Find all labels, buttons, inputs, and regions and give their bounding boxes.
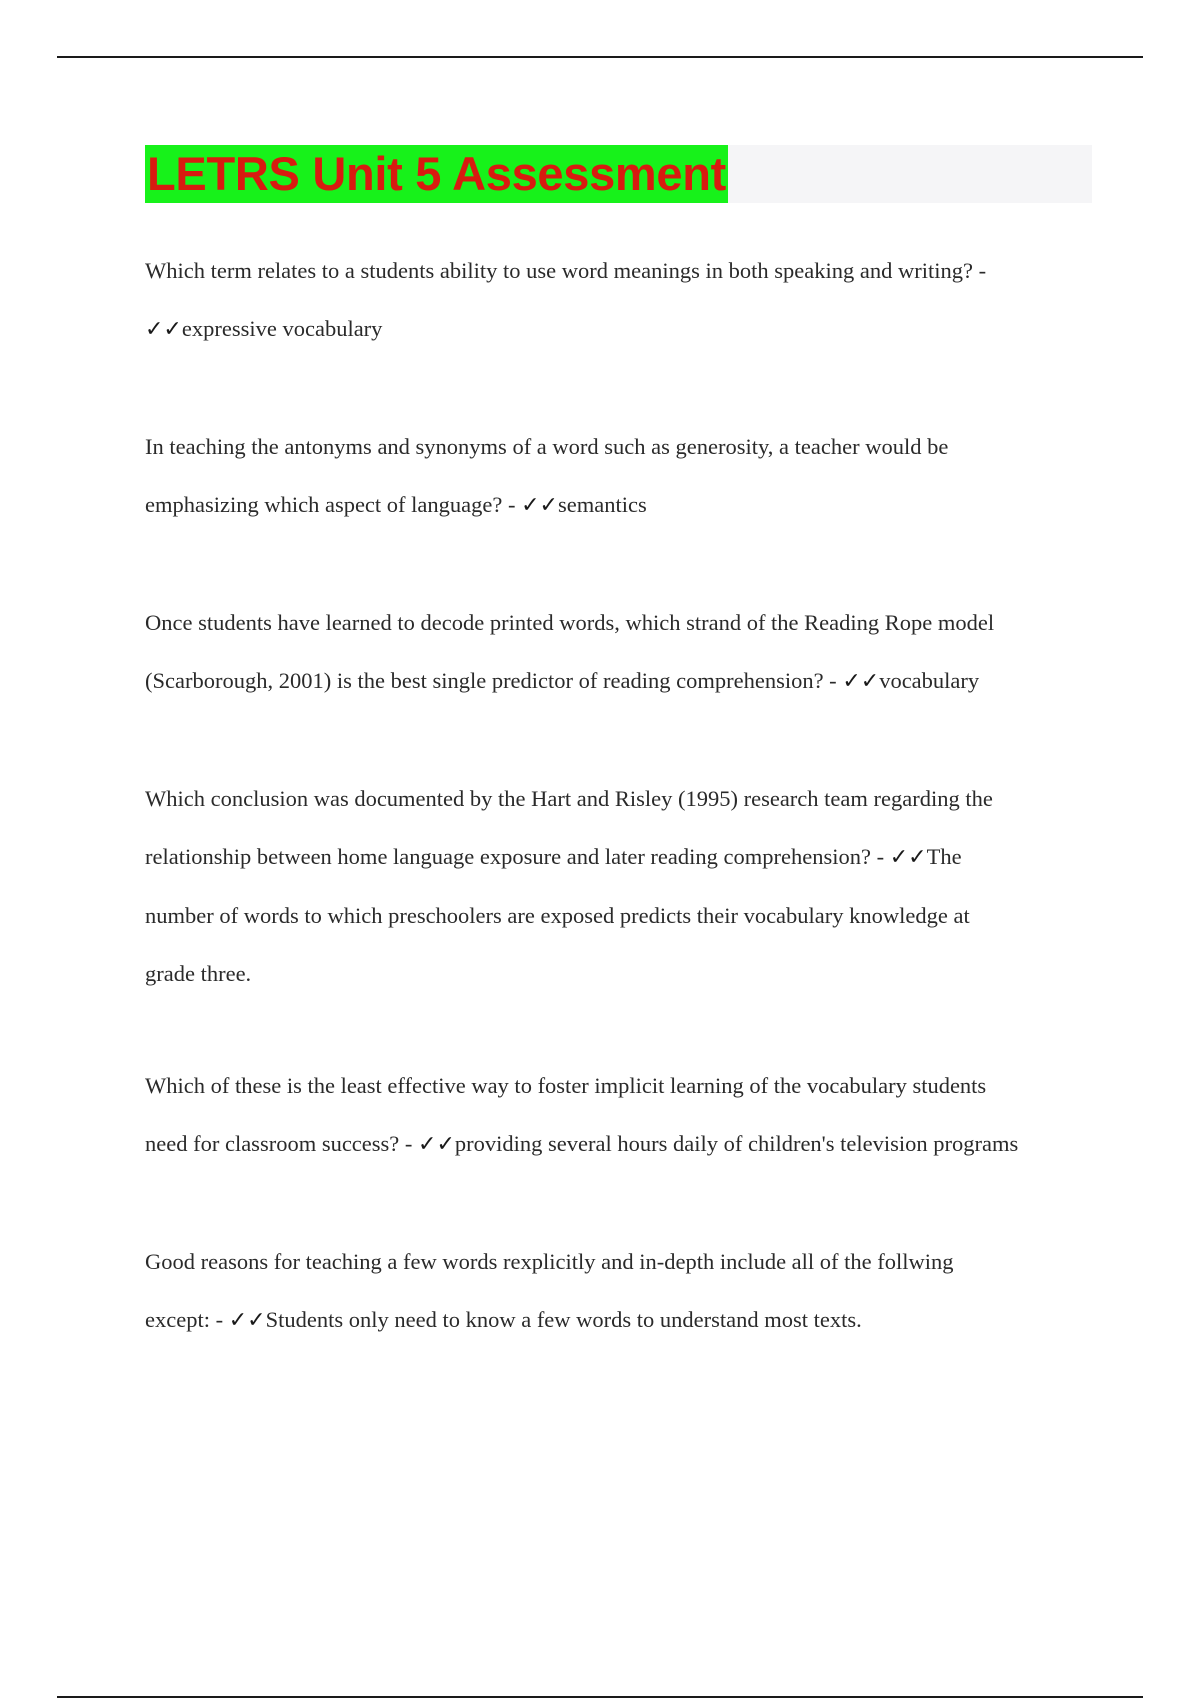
answer-text: The	[926, 844, 962, 869]
answer-text: expressive vocabulary	[181, 316, 383, 341]
question-text: Once students have learned to decode printed words, which strand of the Reading Rope model	[145, 610, 995, 635]
answer-continuation: grade three.	[145, 961, 252, 986]
question-text: Good reasons for teaching a few words rexplicitly and in-depth include all of the follwing	[145, 1249, 954, 1274]
answer-prefix: relationship between home language exposure and later reading comprehension? -	[145, 844, 890, 869]
qa-item-2	[145, 418, 1095, 535]
header-rule	[57, 56, 1143, 58]
qa-item-1	[145, 242, 1095, 359]
answer-line	[145, 652, 1095, 711]
qa-item-3	[145, 594, 1095, 711]
question-text: Which conclusion was documented by the Hart and Risley (1995) research team regarding the	[145, 786, 993, 811]
question-text: Which term relates to a students ability to use word meanings in both speaking and writing? -	[145, 258, 987, 283]
footer-rule	[57, 1696, 1143, 1698]
question-text: Which of these is the least effective way to foster implicit learning of the vocabulary students	[145, 1073, 987, 1098]
qa-item-5	[145, 1057, 1095, 1174]
answer-line	[145, 828, 1095, 887]
answer-line	[145, 300, 1095, 359]
answer-text: semantics	[557, 492, 647, 517]
double-check-icon: ✓✓	[842, 669, 880, 694]
answer-text: vocabulary	[879, 668, 980, 693]
double-check-icon: ✓✓	[228, 1308, 266, 1333]
double-check-icon: ✓✓	[521, 493, 558, 518]
answer-line	[145, 1291, 1095, 1350]
answer-line	[145, 476, 1095, 535]
answer-prefix: except: -	[145, 1307, 229, 1332]
answer-prefix: (Scarborough, 2001) is the best single predictor of reading comprehension? -	[145, 668, 843, 693]
question-text: In teaching the antonyms and synonyms of a word such as generosity, a teacher would be	[145, 434, 949, 459]
answer-text: providing several hours daily of children's television programs	[454, 1131, 1019, 1156]
answer-prefix: emphasizing which aspect of language? -	[145, 492, 522, 517]
answer-line	[145, 1115, 1095, 1174]
document-title: LETRS Unit 5 Assessment	[145, 145, 728, 203]
double-check-icon: ✓✓	[889, 845, 927, 870]
double-check-icon: ✓✓	[145, 317, 182, 342]
answer-text: Students only need to know a few words to understand most texts.	[265, 1307, 862, 1332]
double-check-icon: ✓✓	[418, 1132, 455, 1157]
qa-item-6	[145, 1233, 1095, 1350]
qa-item-4	[145, 770, 1095, 1003]
answer-prefix: need for classroom success? -	[145, 1131, 419, 1156]
answer-continuation: number of words to which preschoolers are exposed predicts their vocabulary knowledge at	[145, 903, 970, 928]
